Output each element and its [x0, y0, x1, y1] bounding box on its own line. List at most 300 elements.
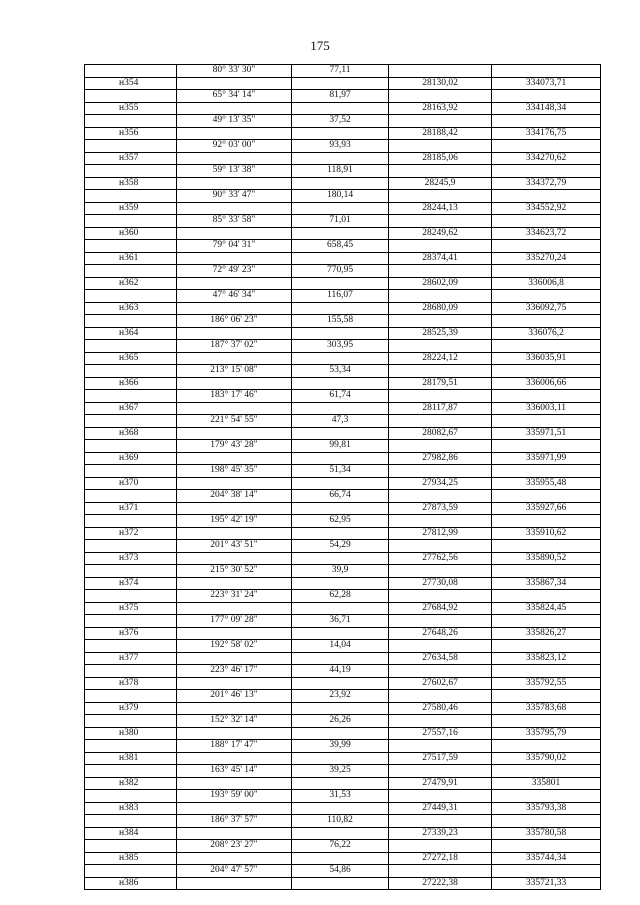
point-row — [85, 527, 601, 540]
point-name: н368 — [85, 427, 177, 440]
empty-cell — [177, 452, 292, 465]
segment-angle: 186° 06' 23" — [177, 315, 292, 328]
empty-cell — [389, 790, 492, 803]
empty-cell — [389, 815, 492, 828]
point-row — [85, 302, 601, 315]
empty-cell — [389, 565, 492, 578]
empty-cell — [492, 740, 601, 753]
empty-cell — [85, 790, 177, 803]
point-name: н379 — [85, 702, 177, 715]
segment-row — [85, 340, 601, 353]
empty-cell — [177, 877, 292, 890]
empty-cell — [292, 377, 389, 390]
point-x: 27580,46 — [389, 702, 492, 715]
segment-length: 47,3 — [292, 415, 389, 428]
segment-angle: 79° 04' 31" — [177, 240, 292, 253]
segment-row — [85, 90, 601, 103]
empty-cell — [85, 540, 177, 553]
empty-cell — [177, 852, 292, 865]
segment-angle: 183° 17' 46" — [177, 390, 292, 403]
empty-cell — [492, 190, 601, 203]
empty-cell — [177, 402, 292, 415]
empty-cell — [85, 240, 177, 253]
point-x: 28130,02 — [389, 77, 492, 90]
coordinates-table-body — [85, 65, 601, 890]
empty-cell — [389, 540, 492, 553]
empty-cell — [492, 815, 601, 828]
point-x: 27934,25 — [389, 477, 492, 490]
segment-length: 116,07 — [292, 290, 389, 303]
segment-angle: 163° 45' 14" — [177, 765, 292, 778]
point-row — [85, 352, 601, 365]
empty-cell — [389, 165, 492, 178]
segment-row — [85, 815, 601, 828]
empty-cell — [85, 590, 177, 603]
empty-cell — [85, 340, 177, 353]
empty-cell — [177, 727, 292, 740]
point-x: 27812,99 — [389, 527, 492, 540]
empty-cell — [389, 415, 492, 428]
empty-cell — [292, 477, 389, 490]
empty-cell — [85, 140, 177, 153]
empty-cell — [492, 340, 601, 353]
point-x: 27602,67 — [389, 677, 492, 690]
segment-angle: 204° 38' 14" — [177, 490, 292, 503]
point-row — [85, 277, 601, 290]
segment-length: 77,11 — [292, 65, 389, 78]
segment-length: 66,74 — [292, 490, 389, 503]
point-x: 27873,59 — [389, 502, 492, 515]
point-y: 335955,48 — [492, 477, 601, 490]
segment-row — [85, 865, 601, 878]
empty-cell — [292, 652, 389, 665]
point-y: 336092,75 — [492, 302, 601, 315]
empty-cell — [292, 227, 389, 240]
segment-length: 39,9 — [292, 565, 389, 578]
point-row — [85, 552, 601, 565]
segment-angle: 201° 43' 51" — [177, 540, 292, 553]
point-name: н377 — [85, 652, 177, 665]
point-row — [85, 577, 601, 590]
point-y: 336076,2 — [492, 327, 601, 340]
point-name: н359 — [85, 202, 177, 215]
empty-cell — [85, 215, 177, 228]
point-x: 27272,18 — [389, 852, 492, 865]
empty-cell — [389, 315, 492, 328]
empty-cell — [389, 840, 492, 853]
point-x: 28185,06 — [389, 152, 492, 165]
point-row — [85, 177, 601, 190]
empty-cell — [492, 140, 601, 153]
point-row — [85, 702, 601, 715]
empty-cell — [492, 640, 601, 653]
empty-cell — [177, 327, 292, 340]
empty-cell — [85, 115, 177, 128]
segment-length: 303,95 — [292, 340, 389, 353]
segment-row — [85, 390, 601, 403]
point-y: 335867,34 — [492, 577, 601, 590]
point-y: 334270,62 — [492, 152, 601, 165]
point-row — [85, 677, 601, 690]
empty-cell — [492, 465, 601, 478]
segment-row — [85, 190, 601, 203]
empty-cell — [85, 490, 177, 503]
point-y: 335801 — [492, 777, 601, 790]
empty-cell — [492, 440, 601, 453]
empty-cell — [292, 452, 389, 465]
empty-cell — [292, 777, 389, 790]
empty-cell — [492, 90, 601, 103]
point-row — [85, 877, 601, 890]
empty-cell — [492, 715, 601, 728]
empty-cell — [389, 290, 492, 303]
segment-angle: 59° 13' 38" — [177, 165, 292, 178]
point-name: н365 — [85, 352, 177, 365]
empty-cell — [389, 365, 492, 378]
segment-row — [85, 840, 601, 853]
empty-cell — [177, 127, 292, 140]
point-name: н382 — [85, 777, 177, 790]
empty-cell — [292, 277, 389, 290]
point-y: 335721,33 — [492, 877, 601, 890]
point-name: н381 — [85, 752, 177, 765]
point-name: н376 — [85, 627, 177, 640]
point-y: 335783,68 — [492, 702, 601, 715]
point-x: 28163,92 — [389, 102, 492, 115]
empty-cell — [85, 690, 177, 703]
segment-length: 14,04 — [292, 640, 389, 653]
point-row — [85, 77, 601, 90]
point-x: 28680,09 — [389, 302, 492, 315]
segment-length: 81,97 — [292, 90, 389, 103]
point-name: н369 — [85, 452, 177, 465]
empty-cell — [177, 477, 292, 490]
empty-cell — [292, 702, 389, 715]
segment-angle: 192° 58' 02" — [177, 640, 292, 653]
segment-row — [85, 515, 601, 528]
point-row — [85, 402, 601, 415]
segment-angle: 90° 33' 47" — [177, 190, 292, 203]
point-y: 334176,75 — [492, 127, 601, 140]
empty-cell — [177, 627, 292, 640]
empty-cell — [292, 152, 389, 165]
segment-row — [85, 565, 601, 578]
segment-length: 44,19 — [292, 665, 389, 678]
empty-cell — [177, 577, 292, 590]
empty-cell — [177, 602, 292, 615]
segment-length: 39,99 — [292, 740, 389, 753]
point-x: 28224,12 — [389, 352, 492, 365]
empty-cell — [492, 290, 601, 303]
segment-angle: 208° 23' 27" — [177, 840, 292, 853]
empty-cell — [492, 215, 601, 228]
point-y: 335971,51 — [492, 427, 601, 440]
segment-row — [85, 140, 601, 153]
point-row — [85, 652, 601, 665]
point-row — [85, 202, 601, 215]
empty-cell — [292, 752, 389, 765]
empty-cell — [492, 415, 601, 428]
empty-cell — [389, 340, 492, 353]
segment-row — [85, 540, 601, 553]
point-row — [85, 852, 601, 865]
empty-cell — [85, 465, 177, 478]
segment-angle: 92° 03' 00" — [177, 140, 292, 153]
point-y: 334073,71 — [492, 77, 601, 90]
empty-cell — [389, 240, 492, 253]
point-y: 335890,52 — [492, 552, 601, 565]
segment-row — [85, 740, 601, 753]
empty-cell — [292, 302, 389, 315]
segment-length: 53,34 — [292, 365, 389, 378]
empty-cell — [492, 265, 601, 278]
segment-length: 658,45 — [292, 240, 389, 253]
empty-cell — [85, 65, 177, 78]
empty-cell — [177, 777, 292, 790]
point-row — [85, 127, 601, 140]
point-name: н366 — [85, 377, 177, 390]
empty-cell — [177, 427, 292, 440]
segment-row — [85, 115, 601, 128]
empty-cell — [389, 90, 492, 103]
empty-cell — [292, 552, 389, 565]
segment-length: 76,22 — [292, 840, 389, 853]
point-name: н361 — [85, 252, 177, 265]
segment-row — [85, 640, 601, 653]
empty-cell — [492, 540, 601, 553]
point-name: н386 — [85, 877, 177, 890]
point-name: н372 — [85, 527, 177, 540]
empty-cell — [492, 690, 601, 703]
point-name: н383 — [85, 802, 177, 815]
segment-angle: 193° 59' 00" — [177, 790, 292, 803]
point-y: 335795,79 — [492, 727, 601, 740]
empty-cell — [85, 840, 177, 853]
point-row — [85, 152, 601, 165]
segment-length: 62,28 — [292, 590, 389, 603]
point-x: 27684,92 — [389, 602, 492, 615]
segment-angle: 201° 46' 13" — [177, 690, 292, 703]
empty-cell — [292, 502, 389, 515]
empty-cell — [292, 77, 389, 90]
point-y: 335910,62 — [492, 527, 601, 540]
page-number: 175 — [310, 38, 330, 53]
point-name: н384 — [85, 827, 177, 840]
point-x: 27730,08 — [389, 577, 492, 590]
point-row — [85, 727, 601, 740]
segment-angle: 47° 46' 34" — [177, 290, 292, 303]
empty-cell — [85, 865, 177, 878]
point-y: 334372,79 — [492, 177, 601, 190]
point-row — [85, 477, 601, 490]
empty-cell — [85, 90, 177, 103]
point-x: 27762,56 — [389, 552, 492, 565]
point-name: н356 — [85, 127, 177, 140]
empty-cell — [292, 877, 389, 890]
point-x: 27982,86 — [389, 452, 492, 465]
point-y: 335826,27 — [492, 627, 601, 640]
point-y: 335823,12 — [492, 652, 601, 665]
empty-cell — [292, 127, 389, 140]
empty-cell — [85, 415, 177, 428]
empty-cell — [389, 715, 492, 728]
point-y: 335780,58 — [492, 827, 601, 840]
segment-angle: 195° 42' 19" — [177, 515, 292, 528]
empty-cell — [492, 315, 601, 328]
empty-cell — [492, 790, 601, 803]
empty-cell — [292, 827, 389, 840]
empty-cell — [389, 465, 492, 478]
point-name: н378 — [85, 677, 177, 690]
segment-row — [85, 590, 601, 603]
empty-cell — [389, 140, 492, 153]
empty-cell — [492, 390, 601, 403]
empty-cell — [177, 227, 292, 240]
point-row — [85, 377, 601, 390]
empty-cell — [177, 202, 292, 215]
point-y: 336003,11 — [492, 402, 601, 415]
segment-angle: 221° 54' 55" — [177, 415, 292, 428]
empty-cell — [292, 177, 389, 190]
empty-cell — [389, 265, 492, 278]
point-x: 28249,62 — [389, 227, 492, 240]
point-x: 27648,26 — [389, 627, 492, 640]
empty-cell — [292, 527, 389, 540]
empty-cell — [389, 390, 492, 403]
empty-cell — [177, 677, 292, 690]
point-x: 28117,87 — [389, 402, 492, 415]
empty-cell — [492, 365, 601, 378]
point-x: 27449,31 — [389, 802, 492, 815]
point-x: 28245,9 — [389, 177, 492, 190]
empty-cell — [292, 577, 389, 590]
point-row — [85, 752, 601, 765]
empty-cell — [177, 152, 292, 165]
empty-cell — [85, 315, 177, 328]
empty-cell — [492, 65, 601, 78]
empty-cell — [85, 265, 177, 278]
segment-row — [85, 615, 601, 628]
empty-cell — [85, 190, 177, 203]
segment-angle: 198° 45' 35" — [177, 465, 292, 478]
point-x: 27339,23 — [389, 827, 492, 840]
segment-angle: 177° 09' 28" — [177, 615, 292, 628]
segment-length: 51,34 — [292, 465, 389, 478]
point-x: 28188,42 — [389, 127, 492, 140]
point-x: 27557,16 — [389, 727, 492, 740]
empty-cell — [292, 677, 389, 690]
segment-angle: 186° 37' 57" — [177, 815, 292, 828]
empty-cell — [389, 740, 492, 753]
point-row — [85, 827, 601, 840]
segment-angle: 213° 15' 08" — [177, 365, 292, 378]
point-y: 335824,45 — [492, 602, 601, 615]
segment-angle: 223° 31' 24" — [177, 590, 292, 603]
empty-cell — [292, 427, 389, 440]
segment-row — [85, 315, 601, 328]
empty-cell — [177, 377, 292, 390]
segment-length: 99,81 — [292, 440, 389, 453]
segment-row — [85, 65, 601, 78]
empty-cell — [492, 865, 601, 878]
point-name: н358 — [85, 177, 177, 190]
segment-length: 26,26 — [292, 715, 389, 728]
empty-cell — [492, 615, 601, 628]
segment-length: 71,01 — [292, 215, 389, 228]
empty-cell — [85, 565, 177, 578]
point-y: 335790,02 — [492, 752, 601, 765]
empty-cell — [177, 552, 292, 565]
point-name: н373 — [85, 552, 177, 565]
segment-row — [85, 415, 601, 428]
segment-angle: 72° 49' 23" — [177, 265, 292, 278]
segment-row — [85, 240, 601, 253]
point-row — [85, 602, 601, 615]
coordinates-table — [84, 64, 601, 890]
empty-cell — [85, 165, 177, 178]
point-x: 28525,39 — [389, 327, 492, 340]
empty-cell — [492, 240, 601, 253]
empty-cell — [85, 440, 177, 453]
empty-cell — [177, 177, 292, 190]
empty-cell — [292, 402, 389, 415]
empty-cell — [389, 515, 492, 528]
point-y: 335793,38 — [492, 802, 601, 815]
point-name: н367 — [85, 402, 177, 415]
point-y: 336035,91 — [492, 352, 601, 365]
empty-cell — [389, 640, 492, 653]
empty-cell — [292, 252, 389, 265]
empty-cell — [492, 590, 601, 603]
segment-row — [85, 165, 601, 178]
segment-angle: 187° 37' 02" — [177, 340, 292, 353]
segment-angle: 188° 17' 47" — [177, 740, 292, 753]
point-y: 334148,34 — [492, 102, 601, 115]
segment-angle: 204° 47' 57" — [177, 865, 292, 878]
empty-cell — [177, 102, 292, 115]
segment-length: 39,25 — [292, 765, 389, 778]
empty-cell — [177, 302, 292, 315]
point-x: 27222,38 — [389, 877, 492, 890]
empty-cell — [389, 215, 492, 228]
point-row — [85, 102, 601, 115]
segment-length: 36,71 — [292, 615, 389, 628]
segment-length: 180,14 — [292, 190, 389, 203]
point-name: н374 — [85, 577, 177, 590]
empty-cell — [177, 527, 292, 540]
segment-row — [85, 690, 601, 703]
empty-cell — [292, 627, 389, 640]
empty-cell — [492, 565, 601, 578]
empty-cell — [85, 615, 177, 628]
segment-row — [85, 265, 601, 278]
segment-length: 62,95 — [292, 515, 389, 528]
empty-cell — [292, 802, 389, 815]
empty-cell — [492, 665, 601, 678]
empty-cell — [85, 765, 177, 778]
empty-cell — [389, 115, 492, 128]
segment-angle: 80° 33' 30" — [177, 65, 292, 78]
empty-cell — [389, 690, 492, 703]
point-row — [85, 327, 601, 340]
segment-angle: 179° 43' 28" — [177, 440, 292, 453]
point-row — [85, 427, 601, 440]
point-name: н385 — [85, 852, 177, 865]
segment-length: 110,82 — [292, 815, 389, 828]
segment-length: 93,93 — [292, 140, 389, 153]
point-x: 27634,58 — [389, 652, 492, 665]
point-row — [85, 252, 601, 265]
